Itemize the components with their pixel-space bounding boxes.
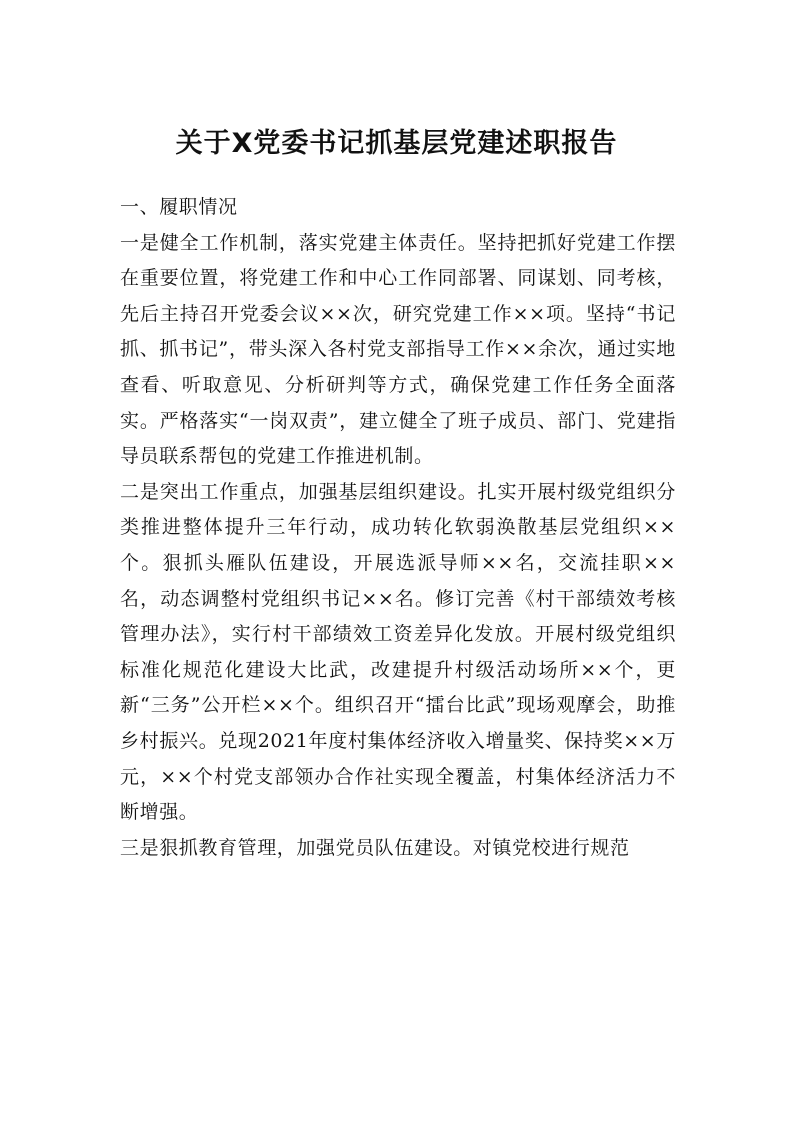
paragraph-1: 一是健全工作机制，落实党建主体责任。坚持把抓好党建工作摆在重要位置，将党建工作和中心工作同部署、同谋划、同考核，先后主持召开党委会议××次，研究党建工作××项。坚持“书记抓、抓书记”，带头深入各村党支部指导工作××余次，通过实地查看、听取意见、分析研判等方式，确保党建工作任务全面落实。严格落实“一岗双责”，建立健全了班子成员、部门、党建指导员联系帮包的党建工作推进机制。 xyxy=(120,231,676,468)
section-heading: 一、履职情况 xyxy=(120,196,238,218)
paragraph-3: 三是狠抓教育管理，加强党员队伍建设。对镇党校进行规范 xyxy=(120,836,630,859)
document-body xyxy=(120,190,676,866)
paragraph-2: 二是突出工作重点，加强基层组织建设。扎实开展村级党组织分类推进整体提升三年行动，成功转化软弱涣散基层党组织××个。狠抓头雁队伍建设，开展选派导师××名，交流挂职××名，动态调整村党组织书记××名。修订完善《村干部绩效考核管理办法》，实行村干部绩效工资差异化发放。开展村级党组织标准化规范化建设大比武，改建提升村级活动场所××个，更新“三务”公开栏××个。组织召开“擂台比武”现场观摩会，助推乡村振兴。兑现2021年度村集体经济收入增量奖、保持奖××万元，××个村党支部领办合作社实现全覆盖，村集体经济活力不断增强。 xyxy=(120,480,676,824)
document-title: 关于X党委书记抓基层党建述职报告 xyxy=(175,128,618,159)
